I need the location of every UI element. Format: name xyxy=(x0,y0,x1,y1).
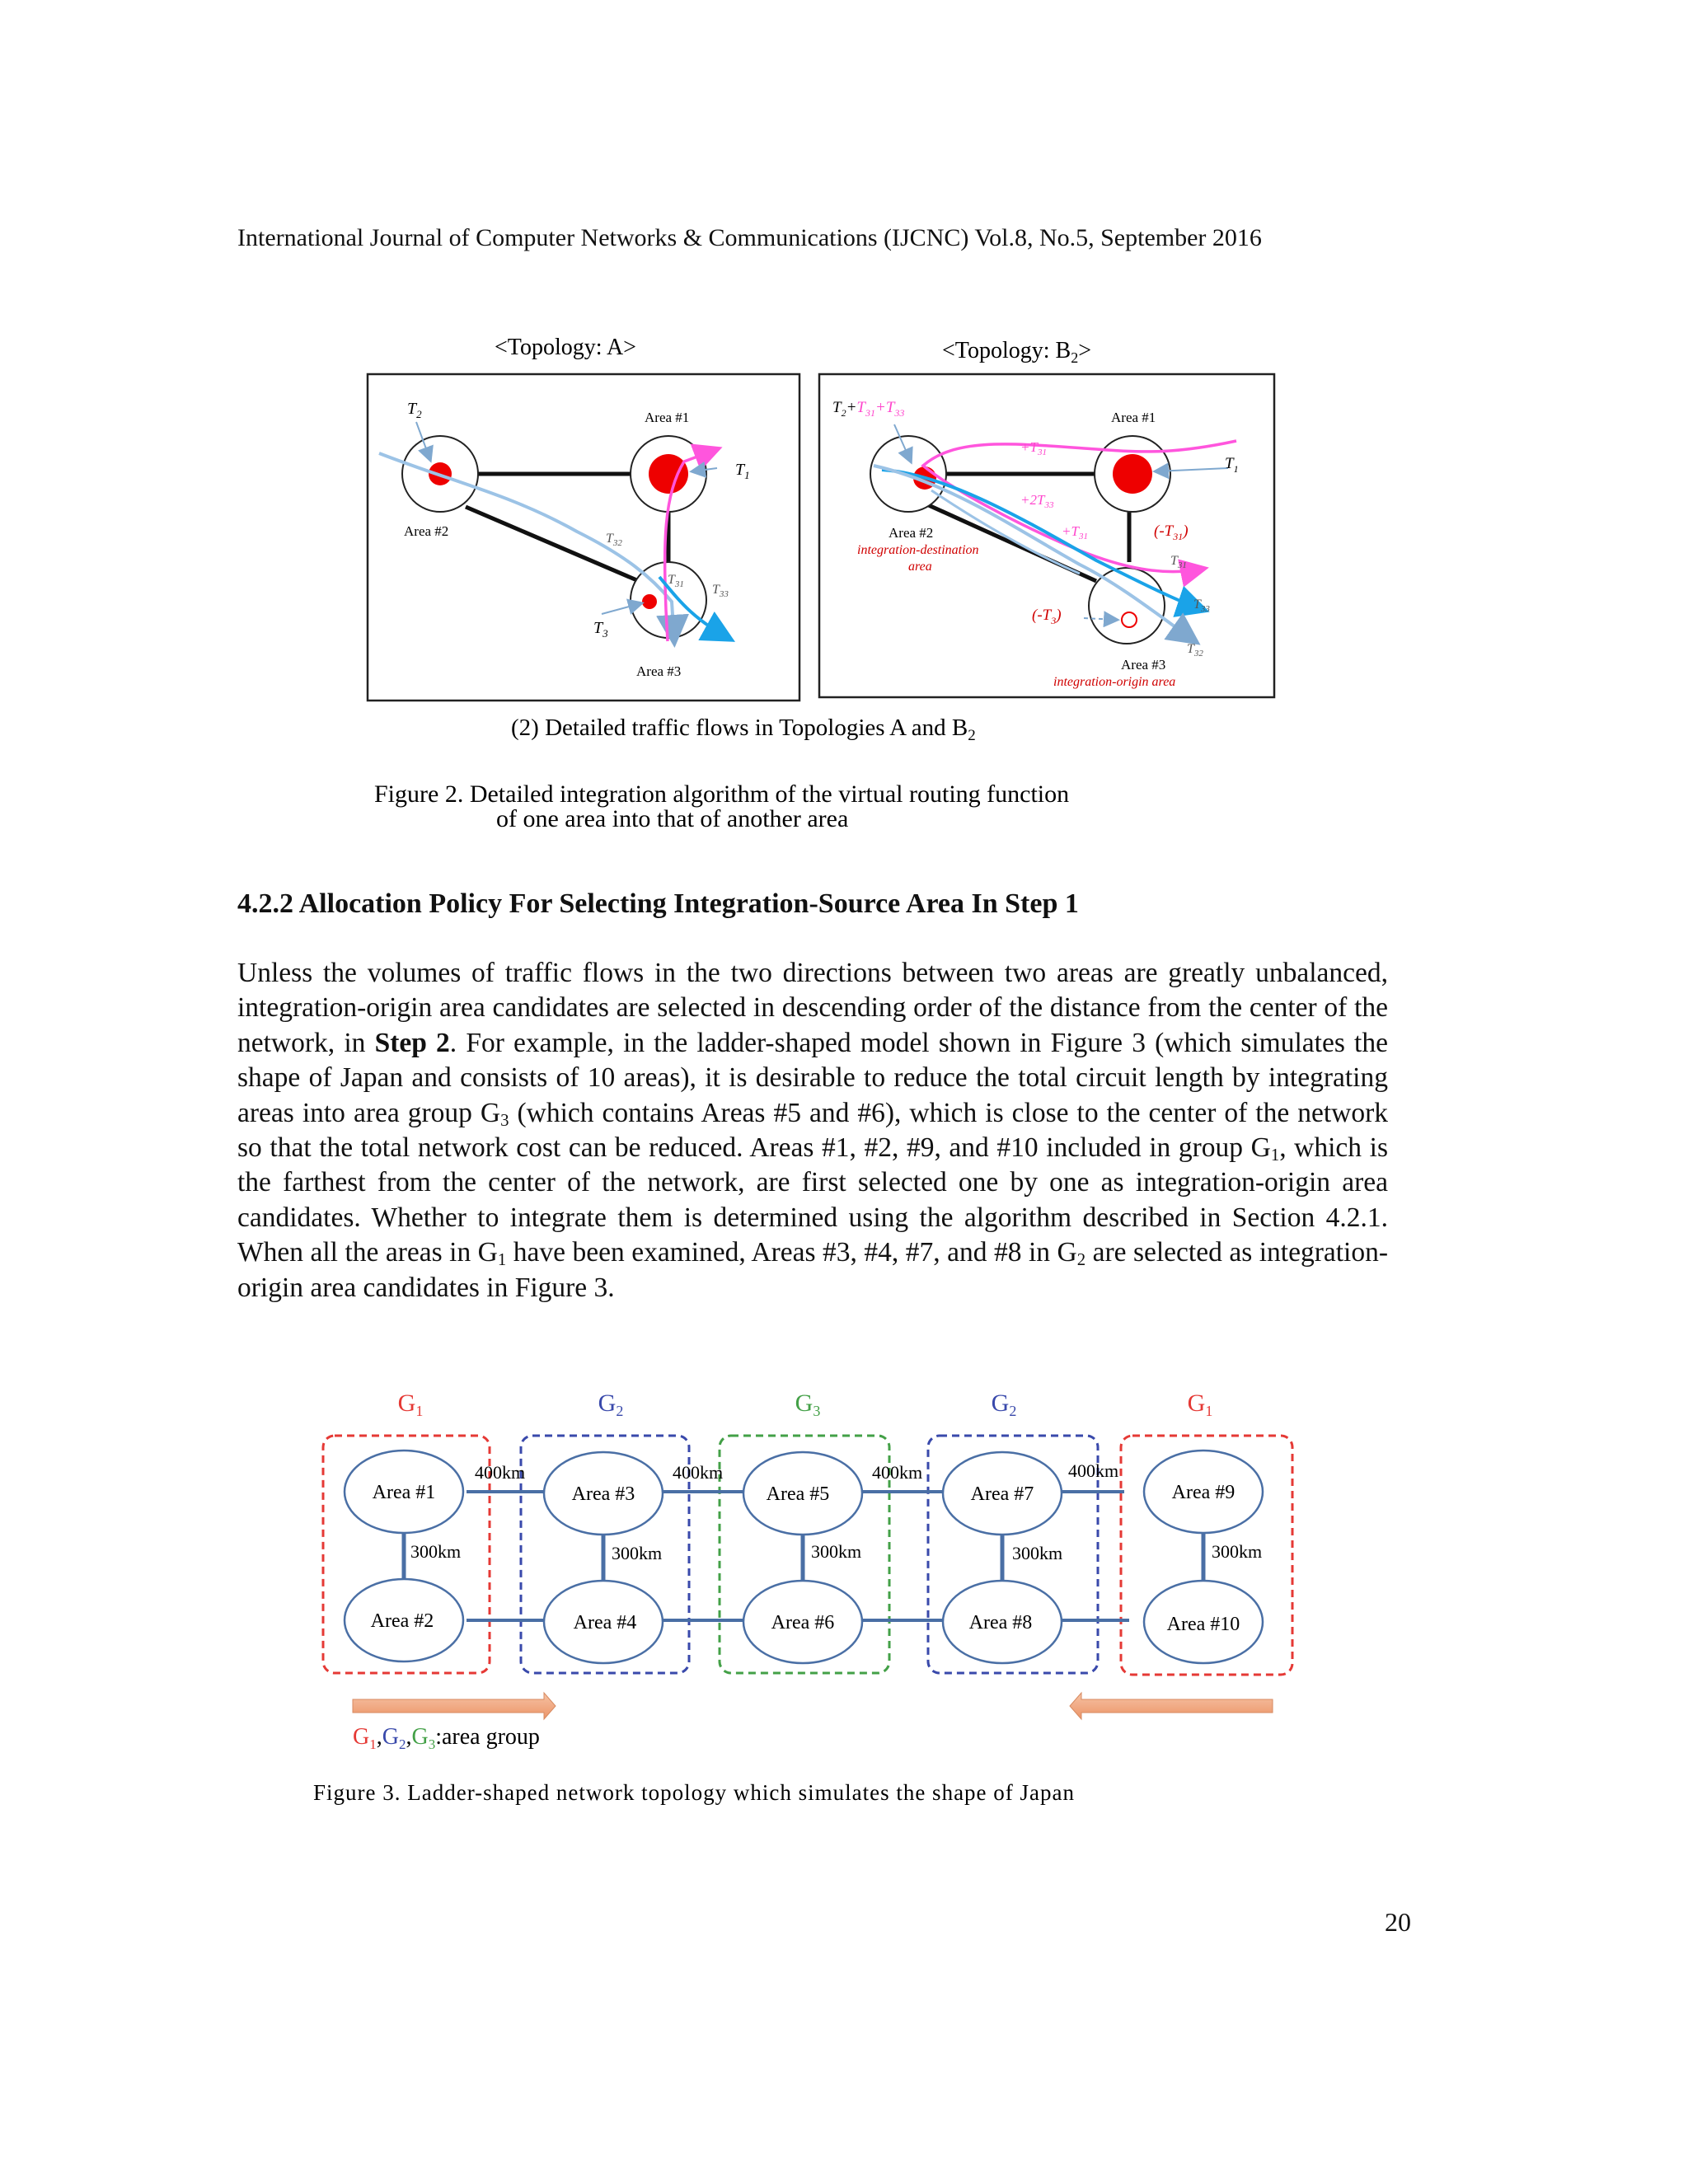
figure-2-caption-line1: Figure 2. Detailed integration algorithm of the virtual routing function xyxy=(374,780,1070,808)
topology-a-area3-dot xyxy=(642,594,657,609)
group-label-g2-left: $G_2$ xyxy=(598,1390,624,1419)
legend: $G_1,G_2,G_3:area$ group xyxy=(353,1724,540,1752)
topology-b2-t1-label: $T_1$ xyxy=(1225,455,1239,475)
distance-label-v1: 300km xyxy=(410,1541,462,1562)
topology-b2-dest-label-2: area xyxy=(908,560,932,574)
area-label-9: Area #9 xyxy=(1171,1482,1236,1503)
distance-label-h1: 400km xyxy=(475,1462,526,1483)
topology-a-t1-label: $T_1$ xyxy=(735,461,750,481)
area-label-8: Area #8 xyxy=(968,1612,1033,1633)
topology-b2-plus-t31-mid: $+T_{31}$ xyxy=(1062,523,1088,541)
area-label-4: Area #4 xyxy=(573,1612,637,1633)
topology-b2-t33-label: $T_{33}$ xyxy=(1193,598,1210,614)
distance-label-v5: 300km xyxy=(1212,1541,1263,1562)
topology-b2-neg-t31: $(-T_{31})$ xyxy=(1154,523,1189,542)
body-paragraph: Unless the volumes of traffic flows in the two directions between two areas are greatly unbalanced, integration-origin area candidates are selected in descending order of the distance from the center of the network, in Step 2. For example, in the ladder-shaped model shown in Figure 3 (which simulates the shape of Japan and consists of 10 areas), it is desirable to reduce the total circuit length by integrating areas into area group $G_3$ (which contains Areas #5 and #6), which is close to the center of the network so that the total network cost can be reduced. Areas #1, #2, #9, and #10 included in group $G_1$, which is the farthest from the center of the network, are first selected one by one as integration-origin area candidates. Whether to integrate them is determined using the algorithm described in Section 4.2.1. When all the areas in $G_1$ have been examined, Areas #3, #4, #7, and #8 in $G_2$ are selected as integration-origin area candidates in Figure 3. xyxy=(237,958,1389,1303)
journal-header: International Journal of Computer Networks & Communications (IJCNC) Vol.8, No.5, September 2016 xyxy=(237,224,1262,251)
left-pointing-arrow xyxy=(1070,1693,1273,1719)
group-label-g1-left: $G_1$ xyxy=(397,1390,424,1419)
group-label-g2-right: $G_2$ xyxy=(991,1390,1017,1419)
distance-label-h4: 400km xyxy=(1068,1460,1119,1481)
topology-a-t31-label: $T_{31}$ xyxy=(668,573,684,589)
topology-b2-area1-label: Area #1 xyxy=(1111,410,1156,425)
topology-b2-plus-2t33: $+2T_{33}$ xyxy=(1020,492,1054,510)
topology-b2-origin-label: integration-origin area xyxy=(1053,675,1176,689)
group-label-g3: $G_3$ xyxy=(795,1390,821,1419)
topology-b2-area2-label: Area #2 xyxy=(889,525,934,541)
area-label-2: Area #2 xyxy=(370,1610,434,1632)
topology-a-area3-label: Area #3 xyxy=(636,663,682,679)
topology-b2-dest-label-1: integration-destination xyxy=(857,543,979,557)
right-pointing-arrow xyxy=(353,1693,556,1719)
figure-2-subcaption: (2) Detailed traffic flows in Topologies A and $B_2$ xyxy=(511,715,976,744)
figure-3-caption: Figure 3. Ladder-shaped network topology which simulates the shape of Japan xyxy=(313,1780,1075,1805)
area-label-6: Area #6 xyxy=(771,1612,835,1633)
topology-b2-plus-t31-top: $+T_{31}$ xyxy=(1020,439,1047,457)
topology-b2-flow-top-label: $T_2+T_{31}+T_{33}$ xyxy=(832,399,905,419)
topology-a-area2-label: Area #2 xyxy=(404,523,449,539)
section-heading: 4.2.2 Allocation Policy For Selecting Integration-Source Area In Step 1 xyxy=(237,888,1079,919)
topology-b2-t31-label: $T_{31}$ xyxy=(1170,554,1187,570)
topology-b2-area3-label: Area #3 xyxy=(1121,657,1166,673)
area-label-1: Area #1 xyxy=(372,1482,436,1503)
topology-a-t33-label: $T_{33}$ xyxy=(712,583,729,599)
distance-label-h3: 400km xyxy=(872,1462,923,1483)
area-label-10: Area #10 xyxy=(1166,1614,1240,1635)
area-label-7: Area #7 xyxy=(970,1483,1034,1505)
area-label-5: Area #5 xyxy=(766,1483,830,1505)
topology-b2-area3-node xyxy=(1089,568,1165,644)
area-label-3: Area #3 xyxy=(571,1483,635,1505)
topology-b2-neg-t3: $(-T_3)$ xyxy=(1032,607,1062,626)
topology-a-title: <Topology: A> xyxy=(495,335,636,360)
topology-a-t3-label: $T_3$ xyxy=(593,619,608,640)
topology-b2-area1-dot xyxy=(1113,454,1152,494)
topology-a-area1-dot xyxy=(649,454,688,494)
figure-2 xyxy=(354,330,1286,832)
distance-label-v2: 300km xyxy=(612,1543,663,1563)
topology-a-t2-label: $T_2$ xyxy=(407,400,422,420)
topology-a-area1-label: Area #1 xyxy=(645,410,690,425)
figure-3 xyxy=(305,1376,1335,1821)
distance-label-v3: 300km xyxy=(811,1541,862,1562)
distance-label-v4: 300km xyxy=(1012,1543,1063,1563)
distance-label-h2: 400km xyxy=(673,1462,724,1483)
figure-2-caption-line2: of one area into that of another area xyxy=(496,805,849,832)
topology-a-t32-label: $T_{32}$ xyxy=(606,532,622,548)
topology-b2-title: <Topology: $B_2>$ xyxy=(942,338,1091,366)
page-number: 20 xyxy=(1385,1907,1411,1937)
group-label-g1-right: $G_1$ xyxy=(1187,1390,1213,1419)
topology-b2-t32-label: $T_{32}$ xyxy=(1187,642,1203,658)
